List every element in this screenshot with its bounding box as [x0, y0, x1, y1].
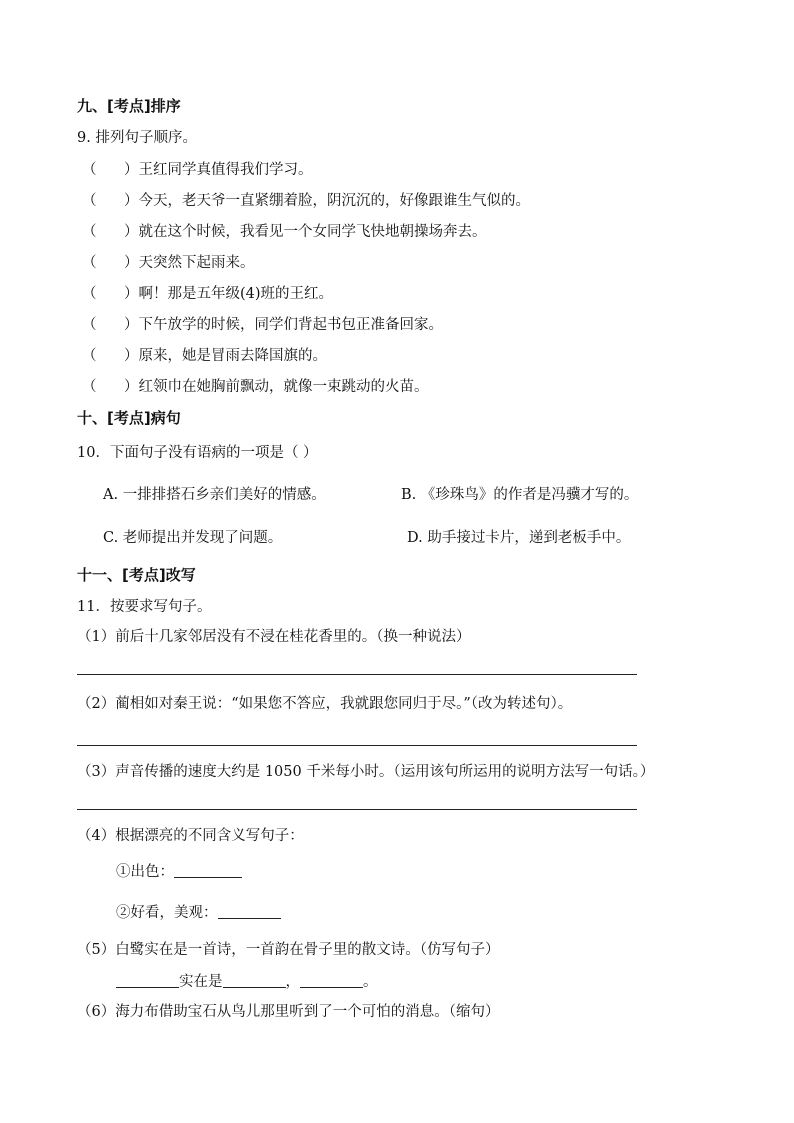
ordering-item	[82, 377, 429, 397]
template-comma: ，	[285, 974, 300, 990]
answer-paren-open[interactable]: （	[82, 348, 97, 364]
ordering-item	[82, 191, 530, 211]
ordering-item	[82, 160, 313, 180]
option-c[interactable]: C. 老师提出并发现了问题。	[103, 530, 283, 546]
ordering-item	[82, 222, 487, 242]
template-text: 实在是	[179, 974, 223, 990]
sub-question-4a	[116, 861, 242, 882]
question-10: 10．下面句子没有语病的一项是（ ）	[77, 445, 318, 461]
answer-blank[interactable]	[218, 902, 281, 919]
answer-paren-close: ）	[124, 193, 139, 209]
section-11-heading: 十一、[考点]改写	[77, 566, 196, 584]
ordering-sentence: 就在这个时候，我看见一个女同学飞快地朝操场奔去。	[138, 224, 487, 240]
answer-paren-close: ）	[124, 255, 139, 271]
ordering-item	[82, 346, 327, 366]
sub-question-1: （1）前后十几家邻居没有不浸在桂花香里的。（换一种说法）	[77, 629, 471, 645]
meaning-label-beautiful: ②好看，美观：	[116, 905, 218, 921]
question-9: 9. 排列句子顺序。	[77, 130, 197, 146]
sub-question-4b	[116, 902, 281, 923]
ordering-sentence: 原来，她是冒雨去降国旗的。	[138, 348, 327, 364]
section-9-heading: 九、[考点]排序	[77, 97, 181, 115]
answer-paren-close: ）	[124, 379, 139, 395]
ordering-sentence: 下午放学的时候，同学们背起书包正准备回家。	[138, 317, 443, 333]
ordering-sentence: 红领巾在她胸前飘动，就像一束跳动的火苗。	[138, 379, 429, 395]
meaning-label-outstanding: ①出色：	[116, 864, 174, 880]
answer-paren-close: ）	[124, 348, 139, 364]
ordering-item	[82, 315, 443, 335]
ordering-item	[82, 253, 255, 273]
option-a[interactable]: A. 一排排搭石乡亲们美好的情感。	[103, 487, 326, 503]
answer-paren-close: ）	[124, 286, 139, 302]
template-period: 。	[363, 974, 378, 990]
sub-question-6: （6）海力布借助宝石从鸟儿那里听到了一个可怕的消息。（缩句）	[77, 1004, 500, 1020]
ordering-sentence: 啊！那是五年级(4)班的王红。	[138, 286, 334, 302]
answer-paren-open[interactable]: （	[82, 286, 97, 302]
answer-paren-open[interactable]: （	[82, 193, 97, 209]
sub-question-3: （3）声音传播的速度大约是 1050 千米每小时。（运用该句所运用的说明方法写一句话。）	[77, 764, 655, 780]
answer-line-3[interactable]	[77, 809, 637, 810]
answer-blank[interactable]	[223, 971, 286, 988]
option-b[interactable]: B. 《珍珠鸟》的作者是冯骥才写的。	[401, 487, 639, 503]
imitation-template	[116, 971, 378, 992]
answer-paren-open[interactable]: （	[82, 255, 97, 271]
option-d[interactable]: D. 助手接过卡片，递到老板手中。	[407, 530, 631, 546]
sub-question-2: （2）蔺相如对秦王说：“如果您不答应，我就跟您同归于尽。”（改为转述句）。	[77, 696, 573, 712]
answer-paren-open[interactable]: （	[82, 224, 97, 240]
section-10-heading: 十、[考点]病句	[77, 409, 181, 427]
sub-question-5: （5）白鹭实在是一首诗，一首韵在骨子里的散文诗。（仿写句子）	[77, 942, 500, 958]
answer-blank[interactable]	[174, 861, 242, 878]
question-11: 11．按要求写句子。	[77, 599, 212, 615]
ordering-sentence: 今天，老天爷一直紧绷着脸，阴沉沉的，好像跟谁生气似的。	[138, 193, 530, 209]
ordering-item	[82, 284, 333, 304]
ordering-sentence: 王红同学真值得我们学习。	[138, 162, 313, 178]
answer-paren-close: ）	[124, 162, 139, 178]
answer-line-2[interactable]	[77, 745, 637, 746]
sub-question-4: （4）根据漂亮的不同含义写句子：	[77, 828, 304, 844]
answer-blank[interactable]	[116, 971, 179, 988]
answer-line-1[interactable]	[77, 674, 637, 675]
answer-paren-open[interactable]: （	[82, 162, 97, 178]
answer-blank[interactable]	[300, 971, 363, 988]
answer-paren-close: ）	[124, 224, 139, 240]
answer-paren-close: ）	[124, 317, 139, 333]
answer-paren-open[interactable]: （	[82, 317, 97, 333]
answer-paren-open[interactable]: （	[82, 379, 97, 395]
ordering-sentence: 天突然下起雨来。	[138, 255, 255, 271]
